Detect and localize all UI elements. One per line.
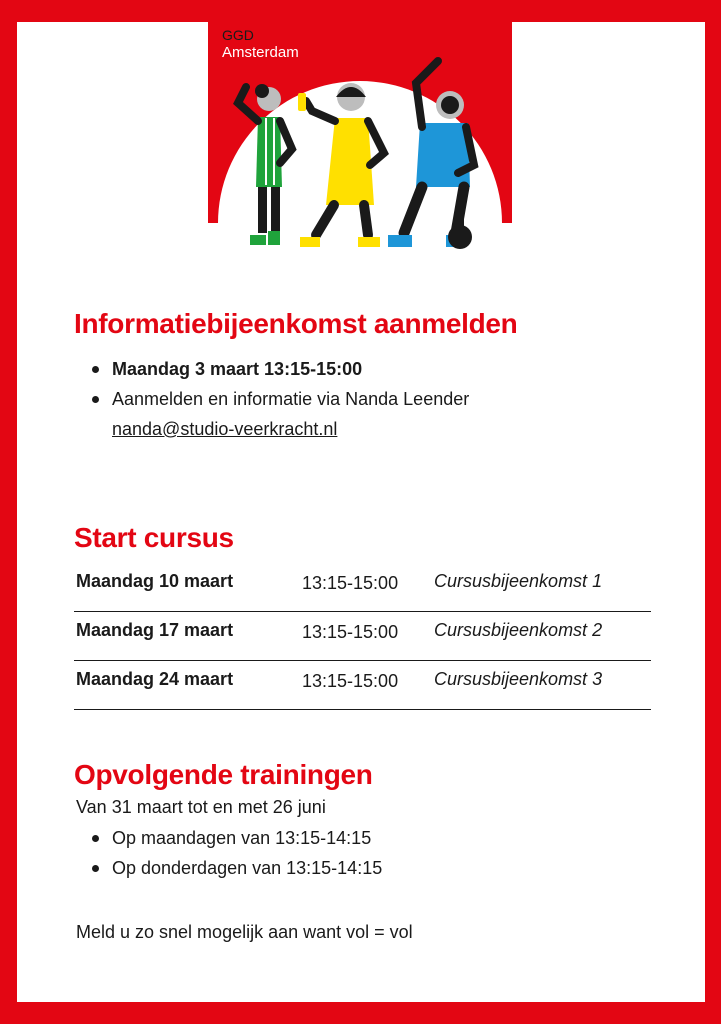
- signup-note: Meld u zo snel mogelijk aan want vol = vol: [76, 922, 413, 942]
- info-contact-text: Aanmelden en informatie via Nanda Leender: [112, 389, 470, 409]
- schedule-time: 13:15-15:00: [302, 671, 399, 691]
- course-heading: Start cursus: [74, 522, 234, 553]
- info-date-item: Maandag 3 maart 13:15-15:00: [88, 354, 469, 384]
- schedule-time: 13:15-15:00: [302, 573, 399, 593]
- followup-list: [88, 823, 382, 883]
- followup-heading: Opvolgende trainingen: [74, 759, 373, 790]
- schedule-time: 13:15-15:00: [302, 622, 399, 642]
- followup-item: Op maandagen van 13:15-14:15: [88, 823, 382, 853]
- schedule-date: Maandag 24 maart: [76, 669, 234, 689]
- schedule-date: Maandag 17 maart: [76, 620, 234, 640]
- course-schedule: [74, 563, 651, 710]
- brand-top: GGD: [222, 27, 254, 43]
- schedule-date: Maandag 10 maart: [76, 571, 234, 591]
- info-heading: Informatiebijeenkomst aanmelden: [74, 308, 518, 339]
- schedule-row: [74, 661, 651, 710]
- schedule-session: Cursusbijeenkomst 2: [434, 620, 603, 640]
- schedule-row: [74, 612, 651, 661]
- contact-email-link[interactable]: nanda@studio-veerkracht.nl: [112, 419, 338, 439]
- info-contact-item: [88, 384, 469, 444]
- info-list: [88, 354, 469, 444]
- exercise-illustration: [208, 55, 512, 255]
- followup-item: Op donderdagen van 13:15-14:15: [88, 853, 382, 883]
- followup-period: Van 31 maart tot en met 26 juni: [76, 797, 326, 817]
- schedule-row: [74, 563, 651, 612]
- brand-bottom: Amsterdam: [222, 44, 299, 61]
- schedule-session: Cursusbijeenkomst 3: [434, 669, 603, 689]
- schedule-session: Cursusbijeenkomst 1: [434, 571, 603, 591]
